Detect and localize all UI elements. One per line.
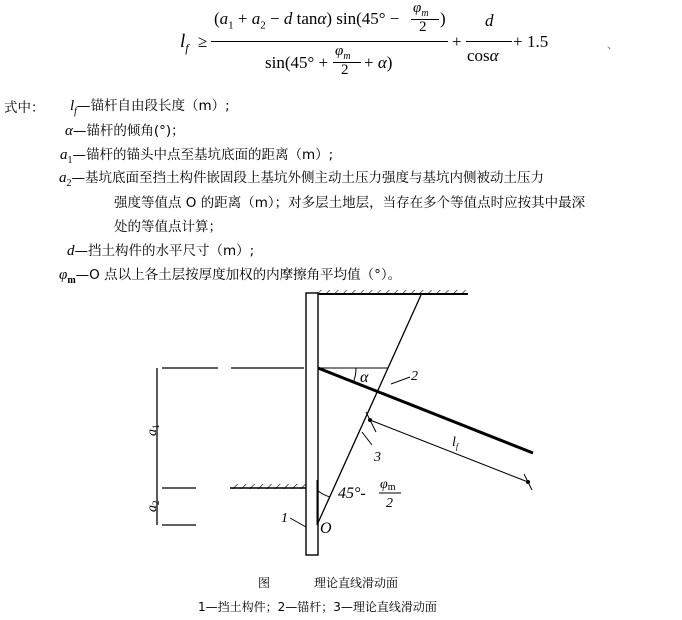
formula-plus-1: + xyxy=(452,32,462,51)
formula-numerator: ($a_1 + a_2 - d$ tanα) sin(45° − xyxy=(214,9,400,32)
free-length-end-point xyxy=(526,480,530,484)
formula-term2-numerator: d xyxy=(485,11,494,30)
formula-trailing-mark: 、 xyxy=(607,38,618,51)
definition-symbol: $a_2$ xyxy=(59,170,72,189)
definition-symbol: $l_f$ xyxy=(70,98,77,117)
definition-text: —基坑底面至挡土构件嵌固段上基坑外侧主动土压力强度与基坑内侧被动土压力 xyxy=(71,170,544,186)
definitions-intro: 式中： xyxy=(4,100,45,116)
angle-label-two: 2 xyxy=(386,496,393,511)
angle-label-phi: φm xyxy=(380,477,396,493)
sliding-surface-line xyxy=(317,295,421,525)
caption-prefix: 图 xyxy=(258,576,271,590)
top-ground-surface xyxy=(318,290,468,295)
formula-plus-2: + xyxy=(513,32,523,51)
definition-text: —挡土构件的水平尺寸（m）; xyxy=(74,243,255,259)
formula-constant: 1.5 xyxy=(527,32,549,51)
caption-title: 理论直线滑动面 xyxy=(314,576,399,590)
definition-a2-continuation-2: 处的等值点计算； xyxy=(114,219,222,235)
definition-a2-continuation-1: 强度等值点 O 的距离（m）；对多层土地层，当存在多个等值点时应按其中最深 xyxy=(114,195,586,211)
formula-den-phi: $\varphi_m$ xyxy=(335,43,351,62)
angle-arc-at-o xyxy=(317,490,330,497)
formula-relation: ≥ xyxy=(198,32,208,51)
free-length-dimension-line xyxy=(370,420,528,482)
definition-symbol: d xyxy=(67,243,75,259)
definition-symbol: $\varphi_m$ xyxy=(59,267,76,286)
excavation-bottom-surface xyxy=(230,484,306,489)
angle-label-text: 45°- xyxy=(338,485,366,502)
label-alpha: α xyxy=(360,369,369,386)
free-length-start-point xyxy=(368,418,372,422)
angle-label xyxy=(338,477,401,511)
label-o: O xyxy=(320,520,332,537)
definition-symbol: $a_1$ xyxy=(60,147,73,166)
formula-den-two: 2 xyxy=(341,62,349,78)
formula-num-two: 2 xyxy=(419,19,427,35)
definition-text: —锚杆的倾角(°)； xyxy=(72,123,185,139)
alpha-angle-arc xyxy=(353,368,356,382)
label-a2: $a_2$ xyxy=(145,500,161,512)
formula-denominator: sin(45° + xyxy=(265,53,329,72)
formula-den-plus: + α) xyxy=(364,53,393,72)
label-lf: $l_f$ xyxy=(452,435,459,451)
formula-num-phi: $\varphi_m$ xyxy=(413,0,429,19)
label-2-leader xyxy=(391,377,410,384)
formula-term2-denominator: cosα xyxy=(467,46,499,65)
label-1-leader xyxy=(290,518,306,527)
label-3: 3 xyxy=(374,450,381,465)
formula-num-close: ) xyxy=(440,9,446,28)
label-2: 2 xyxy=(411,369,418,384)
definition-text: —锚杆自由段长度（m）; xyxy=(76,98,230,114)
caption-legend: 1—挡土构件；2—锚杆；3—理论直线滑动面 xyxy=(198,600,437,614)
label-1: 1 xyxy=(281,511,288,526)
label-a1: $a_1$ xyxy=(145,424,161,436)
retaining-wall xyxy=(306,293,318,555)
definition-text: —O 点以上各土层按厚度加权的内摩擦角平均值（°）。 xyxy=(75,267,402,283)
anchor-rod xyxy=(318,368,533,453)
label-3-leader xyxy=(362,432,372,445)
definition-symbol: α xyxy=(65,123,73,139)
formula-lhs: $l_f$ xyxy=(180,31,189,55)
definition-text: —锚杆的锚头中点至基坑底面的距离（m）; xyxy=(72,147,334,163)
